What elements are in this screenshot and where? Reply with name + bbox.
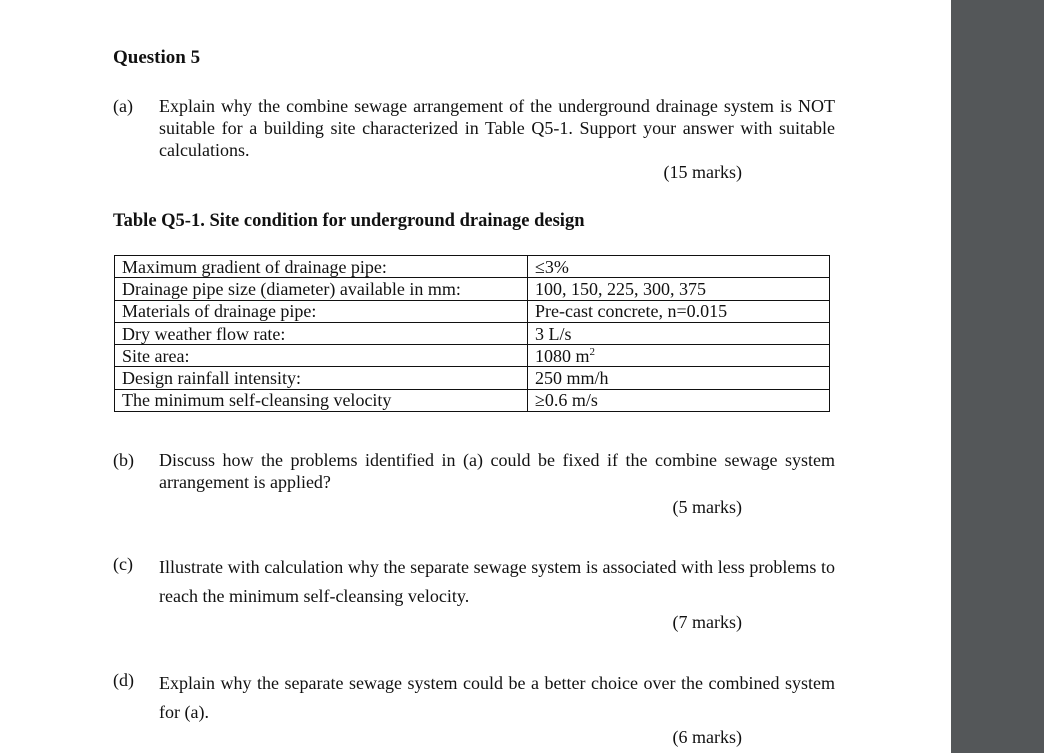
viewer-side-panel bbox=[951, 0, 1044, 753]
table-row bbox=[115, 300, 830, 322]
table-cell-value bbox=[528, 345, 830, 367]
site-area-superscript: 2 bbox=[589, 345, 596, 358]
part-a-label: (a) bbox=[113, 96, 133, 116]
part-b-label: (b) bbox=[113, 450, 134, 470]
table-cell-value: ≤3% bbox=[528, 256, 830, 278]
table-cell-parameter: Materials of drainage pipe: bbox=[115, 300, 528, 322]
table-cell-parameter: Drainage pipe size (diameter) available in mm: bbox=[115, 278, 528, 300]
table-cell-value: 100, 150, 225, 300, 375 bbox=[528, 278, 830, 300]
part-c-text: Illustrate with calculation why the separate sewage system is associated with less problems to reach the minimum self-cleansing velocity. bbox=[159, 557, 835, 606]
table-title: Table Q5-1. Site condition for underground drainage design bbox=[113, 211, 585, 231]
site-condition-table bbox=[114, 255, 830, 412]
part-d-marks: (6 marks) bbox=[672, 727, 742, 747]
table-row bbox=[115, 256, 830, 278]
table-cell-value: 3 L/s bbox=[528, 322, 830, 344]
table-cell-parameter: Design rainfall intensity: bbox=[115, 367, 528, 389]
table-row bbox=[115, 322, 830, 344]
table-cell-parameter: Site area: bbox=[115, 345, 528, 367]
part-c-marks: (7 marks) bbox=[672, 612, 742, 632]
site-area-value: 1080 m bbox=[535, 345, 590, 366]
table-cell-value: ≥0.6 m/s bbox=[528, 389, 830, 411]
table-row bbox=[115, 389, 830, 411]
part-c-label: (c) bbox=[113, 554, 133, 574]
part-a-marks: (15 marks) bbox=[663, 162, 742, 182]
table-row bbox=[115, 367, 830, 389]
table-cell-parameter: The minimum self-cleansing velocity bbox=[115, 389, 528, 411]
table-row bbox=[115, 345, 830, 367]
table-cell-parameter: Maximum gradient of drainage pipe: bbox=[115, 256, 528, 278]
part-a-text: Explain why the combine sewage arrangement of the underground drainage system is NOT suitable for a building site characterized in Table Q5-1. Support your answer with suitable calculations. bbox=[159, 96, 835, 160]
table-cell-parameter: Dry weather flow rate: bbox=[115, 322, 528, 344]
table-cell-value: 250 mm/h bbox=[528, 367, 830, 389]
part-b-marks: (5 marks) bbox=[672, 497, 742, 517]
question-title: Question 5 bbox=[113, 47, 201, 68]
table-cell-value: Pre-cast concrete, n=0.015 bbox=[528, 300, 830, 322]
part-b-text: Discuss how the problems identified in (a) could be fixed if the combine sewage system arrangement is applied? bbox=[159, 450, 835, 492]
part-d-text: Explain why the separate sewage system could be a better choice over the combined system for (a). bbox=[159, 673, 835, 722]
table-row bbox=[115, 278, 830, 300]
part-d-label: (d) bbox=[113, 670, 134, 690]
